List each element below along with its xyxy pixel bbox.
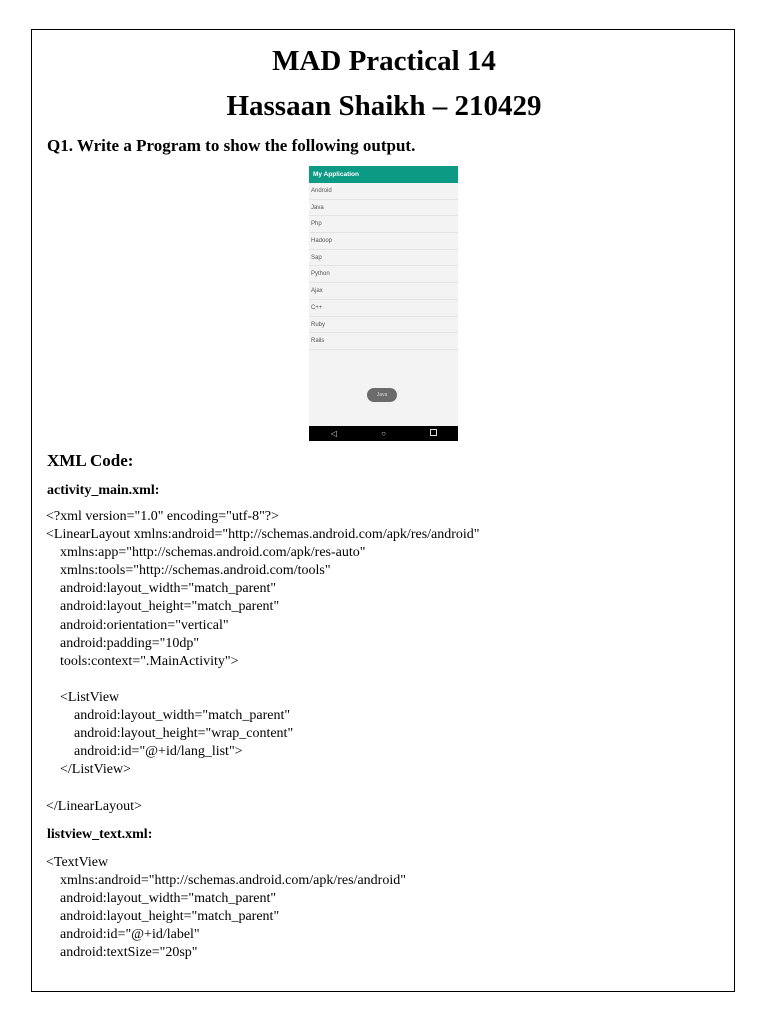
document-author: Hassaan Shaikh – 210429 — [226, 90, 542, 122]
recents-icon — [427, 426, 439, 441]
question-text: Q1. Write a Program to show the following output. — [47, 136, 416, 155]
code-block-listview-text: <TextView xmlns:android="http://schemas.android.com/apk/res/android" android:layout_width="match_parent" android:layout_height="match_parent" android:id="@+id/label" android:textSize="20sp" — [46, 855, 406, 961]
code-block-activity-main: <?xml version="1.0" encoding="utf-8"?> <LinearLayout xmlns:android="http://schemas.android.com/apk/res/android" xmlns:app="http://schemas.android.com/apk/res-auto" xmlns:tools="http://schemas.android.com/tools" android:layout_width="match_parent" android:layout_height="match_parent" android:orientation="vertical" android:padding="10dp" tools:context=".MainActivity"> <ListView android:layout_width="match_parent" android:layout_height="wrap_content" android:id="@+id/lang_list"> </ListView> </LinearLayout> — [46, 509, 480, 814]
list-item: Sap — [309, 250, 458, 267]
file-name-listview-text: listview_text.xml: — [47, 827, 153, 842]
list-item: Android — [309, 183, 458, 200]
language-list — [309, 183, 458, 350]
phone-screenshot — [309, 166, 458, 441]
toast-message: Java — [367, 388, 397, 402]
list-item: Hadoop — [309, 233, 458, 250]
list-item: Php — [309, 216, 458, 233]
file-name-activity-main: activity_main.xml: — [47, 483, 160, 498]
back-icon: ◁ — [330, 429, 337, 438]
list-item: Rails — [309, 333, 458, 350]
list-item: Java — [309, 200, 458, 217]
list-item: Ajax — [309, 283, 458, 300]
list-item: Python — [309, 266, 458, 283]
list-item: C++ — [309, 300, 458, 317]
xml-code-heading: XML Code: — [47, 451, 134, 470]
app-bar-title: My Application — [309, 166, 458, 183]
android-nav-bar — [309, 426, 458, 441]
document-title: MAD Practical 14 — [272, 45, 496, 77]
list-item: Ruby — [309, 317, 458, 334]
home-icon: ○ — [381, 429, 386, 438]
